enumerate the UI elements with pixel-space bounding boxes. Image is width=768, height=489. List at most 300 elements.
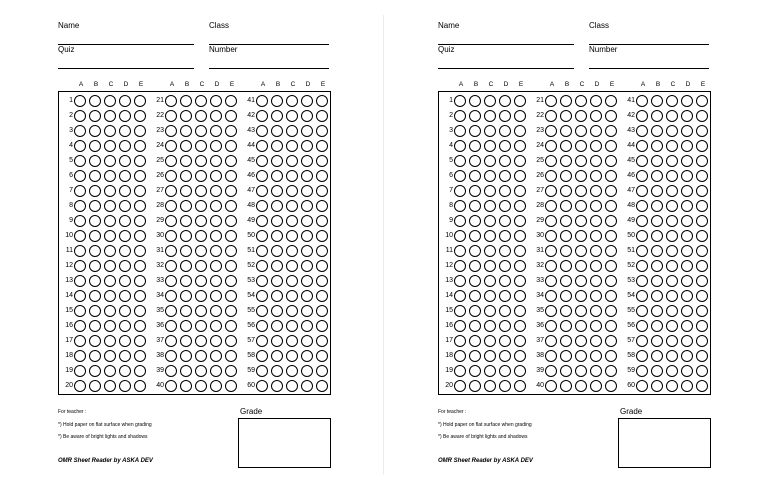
answer-bubble-e[interactable] [605, 350, 617, 362]
answer-bubble-c[interactable] [195, 170, 207, 182]
answer-bubble-b[interactable] [651, 260, 663, 272]
answer-bubble-a[interactable] [256, 305, 268, 317]
answer-bubble-b[interactable] [469, 155, 481, 167]
answer-bubble-a[interactable] [256, 215, 268, 227]
answer-bubble-b[interactable] [651, 350, 663, 362]
answer-bubble-c[interactable] [286, 155, 298, 167]
answer-bubble-e[interactable] [605, 140, 617, 152]
answer-bubble-b[interactable] [180, 335, 192, 347]
answer-bubble-c[interactable] [484, 305, 496, 317]
answer-bubble-e[interactable] [316, 320, 328, 332]
answer-bubble-a[interactable] [165, 275, 177, 287]
answer-bubble-a[interactable] [74, 290, 86, 302]
answer-bubble-a[interactable] [256, 125, 268, 137]
answer-bubble-a[interactable] [256, 245, 268, 257]
answer-bubble-d[interactable] [119, 275, 131, 287]
answer-bubble-b[interactable] [560, 260, 572, 272]
answer-bubble-a[interactable] [545, 305, 557, 317]
answer-bubble-e[interactable] [316, 380, 328, 392]
answer-bubble-b[interactable] [180, 380, 192, 392]
answer-bubble-b[interactable] [180, 125, 192, 137]
answer-bubble-e[interactable] [605, 335, 617, 347]
answer-bubble-e[interactable] [514, 215, 526, 227]
answer-bubble-c[interactable] [104, 170, 116, 182]
answer-bubble-c[interactable] [484, 170, 496, 182]
answer-bubble-a[interactable] [165, 320, 177, 332]
answer-bubble-e[interactable] [514, 95, 526, 107]
answer-bubble-b[interactable] [180, 185, 192, 197]
answer-bubble-c[interactable] [484, 320, 496, 332]
answer-bubble-c[interactable] [286, 245, 298, 257]
answer-bubble-c[interactable] [575, 260, 587, 272]
answer-bubble-b[interactable] [180, 155, 192, 167]
answer-bubble-c[interactable] [575, 140, 587, 152]
answer-bubble-d[interactable] [499, 110, 511, 122]
answer-bubble-d[interactable] [499, 380, 511, 392]
answer-bubble-a[interactable] [454, 170, 466, 182]
answer-bubble-b[interactable] [271, 140, 283, 152]
answer-bubble-e[interactable] [605, 230, 617, 242]
answer-bubble-d[interactable] [590, 350, 602, 362]
answer-bubble-e[interactable] [605, 215, 617, 227]
answer-bubble-e[interactable] [225, 260, 237, 272]
answer-bubble-a[interactable] [165, 305, 177, 317]
answer-bubble-a[interactable] [545, 170, 557, 182]
answer-bubble-b[interactable] [469, 245, 481, 257]
answer-bubble-e[interactable] [316, 95, 328, 107]
answer-bubble-a[interactable] [454, 215, 466, 227]
answer-bubble-d[interactable] [301, 125, 313, 137]
answer-bubble-c[interactable] [666, 305, 678, 317]
answer-bubble-c[interactable] [286, 260, 298, 272]
answer-bubble-d[interactable] [210, 260, 222, 272]
answer-bubble-d[interactable] [590, 215, 602, 227]
answer-bubble-d[interactable] [119, 260, 131, 272]
answer-bubble-a[interactable] [165, 290, 177, 302]
answer-bubble-e[interactable] [696, 290, 708, 302]
answer-bubble-b[interactable] [469, 380, 481, 392]
answer-bubble-c[interactable] [484, 215, 496, 227]
answer-bubble-c[interactable] [104, 230, 116, 242]
answer-bubble-b[interactable] [180, 320, 192, 332]
answer-bubble-d[interactable] [210, 185, 222, 197]
answer-bubble-e[interactable] [134, 155, 146, 167]
answer-bubble-e[interactable] [696, 260, 708, 272]
answer-bubble-a[interactable] [545, 95, 557, 107]
answer-bubble-b[interactable] [651, 185, 663, 197]
answer-bubble-d[interactable] [499, 275, 511, 287]
answer-bubble-a[interactable] [74, 335, 86, 347]
answer-bubble-e[interactable] [225, 365, 237, 377]
answer-bubble-c[interactable] [484, 185, 496, 197]
answer-bubble-b[interactable] [469, 185, 481, 197]
answer-bubble-e[interactable] [514, 290, 526, 302]
answer-bubble-a[interactable] [636, 200, 648, 212]
answer-bubble-a[interactable] [256, 350, 268, 362]
answer-bubble-c[interactable] [286, 230, 298, 242]
answer-bubble-c[interactable] [666, 275, 678, 287]
answer-bubble-a[interactable] [165, 125, 177, 137]
answer-bubble-e[interactable] [225, 155, 237, 167]
answer-bubble-e[interactable] [134, 320, 146, 332]
answer-bubble-d[interactable] [210, 230, 222, 242]
answer-bubble-c[interactable] [575, 215, 587, 227]
answer-bubble-e[interactable] [225, 125, 237, 137]
answer-bubble-e[interactable] [514, 380, 526, 392]
answer-bubble-e[interactable] [514, 230, 526, 242]
answer-bubble-b[interactable] [89, 275, 101, 287]
answer-bubble-d[interactable] [301, 245, 313, 257]
answer-bubble-a[interactable] [165, 245, 177, 257]
answer-bubble-c[interactable] [575, 365, 587, 377]
answer-bubble-d[interactable] [590, 200, 602, 212]
answer-bubble-e[interactable] [514, 335, 526, 347]
answer-bubble-e[interactable] [225, 350, 237, 362]
answer-bubble-b[interactable] [469, 230, 481, 242]
answer-bubble-e[interactable] [134, 170, 146, 182]
answer-bubble-b[interactable] [180, 95, 192, 107]
answer-bubble-b[interactable] [271, 170, 283, 182]
answer-bubble-d[interactable] [301, 230, 313, 242]
answer-bubble-d[interactable] [681, 125, 693, 137]
answer-bubble-e[interactable] [225, 95, 237, 107]
answer-bubble-d[interactable] [681, 275, 693, 287]
answer-bubble-d[interactable] [119, 290, 131, 302]
answer-bubble-e[interactable] [514, 350, 526, 362]
answer-bubble-c[interactable] [104, 110, 116, 122]
answer-bubble-d[interactable] [301, 185, 313, 197]
answer-bubble-a[interactable] [165, 230, 177, 242]
answer-bubble-e[interactable] [696, 95, 708, 107]
answer-bubble-d[interactable] [210, 335, 222, 347]
answer-bubble-e[interactable] [316, 230, 328, 242]
answer-bubble-b[interactable] [271, 95, 283, 107]
answer-bubble-e[interactable] [134, 350, 146, 362]
answer-bubble-d[interactable] [681, 185, 693, 197]
answer-bubble-c[interactable] [484, 275, 496, 287]
answer-bubble-e[interactable] [225, 110, 237, 122]
answer-bubble-c[interactable] [575, 170, 587, 182]
answer-bubble-c[interactable] [575, 200, 587, 212]
answer-bubble-a[interactable] [636, 320, 648, 332]
answer-bubble-d[interactable] [301, 140, 313, 152]
answer-bubble-e[interactable] [605, 110, 617, 122]
answer-bubble-a[interactable] [454, 275, 466, 287]
answer-bubble-a[interactable] [74, 140, 86, 152]
answer-bubble-b[interactable] [651, 155, 663, 167]
answer-bubble-c[interactable] [484, 245, 496, 257]
answer-bubble-b[interactable] [560, 290, 572, 302]
answer-bubble-d[interactable] [301, 260, 313, 272]
answer-bubble-c[interactable] [666, 350, 678, 362]
answer-bubble-a[interactable] [545, 380, 557, 392]
answer-bubble-d[interactable] [499, 125, 511, 137]
number-line[interactable] [209, 68, 329, 69]
answer-bubble-b[interactable] [651, 365, 663, 377]
answer-bubble-c[interactable] [666, 245, 678, 257]
answer-bubble-e[interactable] [316, 260, 328, 272]
answer-bubble-b[interactable] [180, 305, 192, 317]
answer-bubble-e[interactable] [316, 200, 328, 212]
answer-bubble-b[interactable] [651, 245, 663, 257]
answer-bubble-c[interactable] [104, 350, 116, 362]
answer-bubble-d[interactable] [590, 380, 602, 392]
answer-bubble-b[interactable] [651, 170, 663, 182]
answer-bubble-b[interactable] [89, 140, 101, 152]
answer-bubble-c[interactable] [286, 110, 298, 122]
answer-bubble-b[interactable] [89, 245, 101, 257]
answer-bubble-b[interactable] [271, 350, 283, 362]
answer-bubble-c[interactable] [195, 95, 207, 107]
answer-bubble-c[interactable] [666, 155, 678, 167]
answer-bubble-a[interactable] [636, 185, 648, 197]
answer-bubble-b[interactable] [651, 230, 663, 242]
answer-bubble-e[interactable] [605, 95, 617, 107]
answer-bubble-a[interactable] [636, 275, 648, 287]
answer-bubble-d[interactable] [590, 305, 602, 317]
answer-bubble-c[interactable] [104, 155, 116, 167]
answer-bubble-b[interactable] [651, 110, 663, 122]
answer-bubble-c[interactable] [484, 230, 496, 242]
answer-bubble-c[interactable] [286, 170, 298, 182]
answer-bubble-e[interactable] [605, 305, 617, 317]
answer-bubble-b[interactable] [89, 260, 101, 272]
answer-bubble-d[interactable] [681, 335, 693, 347]
answer-bubble-d[interactable] [301, 95, 313, 107]
answer-bubble-d[interactable] [681, 320, 693, 332]
answer-bubble-c[interactable] [666, 125, 678, 137]
answer-bubble-b[interactable] [271, 365, 283, 377]
answer-bubble-a[interactable] [256, 110, 268, 122]
answer-bubble-a[interactable] [74, 320, 86, 332]
answer-bubble-c[interactable] [104, 275, 116, 287]
answer-bubble-b[interactable] [180, 275, 192, 287]
answer-bubble-e[interactable] [696, 275, 708, 287]
answer-bubble-d[interactable] [210, 320, 222, 332]
answer-bubble-c[interactable] [484, 200, 496, 212]
answer-bubble-e[interactable] [134, 380, 146, 392]
answer-bubble-b[interactable] [469, 110, 481, 122]
answer-bubble-a[interactable] [545, 110, 557, 122]
answer-bubble-a[interactable] [165, 110, 177, 122]
answer-bubble-c[interactable] [575, 275, 587, 287]
answer-bubble-c[interactable] [666, 170, 678, 182]
answer-bubble-a[interactable] [545, 200, 557, 212]
answer-bubble-c[interactable] [666, 335, 678, 347]
answer-bubble-c[interactable] [195, 365, 207, 377]
answer-bubble-b[interactable] [469, 290, 481, 302]
answer-bubble-a[interactable] [454, 260, 466, 272]
answer-bubble-d[interactable] [210, 380, 222, 392]
answer-bubble-a[interactable] [636, 245, 648, 257]
answer-bubble-b[interactable] [180, 215, 192, 227]
answer-bubble-a[interactable] [256, 335, 268, 347]
answer-bubble-b[interactable] [469, 305, 481, 317]
answer-bubble-b[interactable] [89, 365, 101, 377]
answer-bubble-b[interactable] [89, 215, 101, 227]
answer-bubble-a[interactable] [454, 155, 466, 167]
answer-bubble-e[interactable] [514, 155, 526, 167]
answer-bubble-b[interactable] [180, 350, 192, 362]
answer-bubble-b[interactable] [89, 230, 101, 242]
quiz-line[interactable] [58, 68, 194, 69]
answer-bubble-e[interactable] [696, 380, 708, 392]
answer-bubble-c[interactable] [286, 305, 298, 317]
answer-bubble-d[interactable] [119, 350, 131, 362]
answer-bubble-e[interactable] [316, 185, 328, 197]
answer-bubble-e[interactable] [225, 335, 237, 347]
answer-bubble-c[interactable] [195, 155, 207, 167]
answer-bubble-d[interactable] [681, 155, 693, 167]
answer-bubble-b[interactable] [271, 305, 283, 317]
answer-bubble-e[interactable] [316, 215, 328, 227]
answer-bubble-a[interactable] [256, 200, 268, 212]
answer-bubble-b[interactable] [469, 170, 481, 182]
answer-bubble-b[interactable] [469, 95, 481, 107]
name-line[interactable] [58, 44, 194, 45]
answer-bubble-d[interactable] [119, 155, 131, 167]
answer-bubble-d[interactable] [210, 245, 222, 257]
answer-bubble-d[interactable] [119, 140, 131, 152]
answer-bubble-a[interactable] [454, 95, 466, 107]
answer-bubble-a[interactable] [545, 125, 557, 137]
answer-bubble-e[interactable] [696, 305, 708, 317]
answer-bubble-a[interactable] [545, 365, 557, 377]
answer-bubble-c[interactable] [104, 245, 116, 257]
answer-bubble-b[interactable] [560, 275, 572, 287]
answer-bubble-e[interactable] [316, 155, 328, 167]
answer-bubble-e[interactable] [696, 110, 708, 122]
answer-bubble-a[interactable] [256, 260, 268, 272]
answer-bubble-c[interactable] [286, 275, 298, 287]
answer-bubble-c[interactable] [195, 140, 207, 152]
answer-bubble-e[interactable] [696, 215, 708, 227]
answer-bubble-a[interactable] [636, 170, 648, 182]
answer-bubble-c[interactable] [195, 350, 207, 362]
answer-bubble-e[interactable] [134, 305, 146, 317]
answer-bubble-c[interactable] [666, 290, 678, 302]
answer-bubble-a[interactable] [454, 350, 466, 362]
answer-bubble-b[interactable] [560, 365, 572, 377]
answer-bubble-a[interactable] [165, 260, 177, 272]
answer-bubble-b[interactable] [651, 215, 663, 227]
answer-bubble-c[interactable] [195, 110, 207, 122]
answer-bubble-a[interactable] [636, 350, 648, 362]
answer-bubble-d[interactable] [301, 215, 313, 227]
answer-bubble-d[interactable] [119, 170, 131, 182]
answer-bubble-a[interactable] [256, 230, 268, 242]
answer-bubble-c[interactable] [575, 335, 587, 347]
answer-bubble-d[interactable] [119, 95, 131, 107]
answer-bubble-d[interactable] [301, 365, 313, 377]
answer-bubble-b[interactable] [560, 305, 572, 317]
answer-bubble-e[interactable] [316, 140, 328, 152]
answer-bubble-b[interactable] [651, 290, 663, 302]
answer-bubble-b[interactable] [271, 320, 283, 332]
answer-bubble-e[interactable] [225, 245, 237, 257]
answer-bubble-d[interactable] [590, 110, 602, 122]
answer-bubble-d[interactable] [681, 140, 693, 152]
answer-bubble-c[interactable] [104, 380, 116, 392]
answer-bubble-c[interactable] [195, 200, 207, 212]
answer-bubble-a[interactable] [545, 260, 557, 272]
number-line[interactable] [589, 68, 709, 69]
answer-bubble-b[interactable] [271, 110, 283, 122]
answer-bubble-a[interactable] [454, 230, 466, 242]
answer-bubble-a[interactable] [165, 140, 177, 152]
answer-bubble-d[interactable] [681, 245, 693, 257]
answer-bubble-a[interactable] [636, 95, 648, 107]
answer-bubble-c[interactable] [286, 185, 298, 197]
answer-bubble-a[interactable] [636, 125, 648, 137]
answer-bubble-d[interactable] [590, 140, 602, 152]
answer-bubble-e[interactable] [316, 335, 328, 347]
answer-bubble-c[interactable] [484, 155, 496, 167]
answer-bubble-e[interactable] [134, 245, 146, 257]
answer-bubble-e[interactable] [225, 140, 237, 152]
answer-bubble-a[interactable] [545, 320, 557, 332]
answer-bubble-c[interactable] [104, 260, 116, 272]
answer-bubble-e[interactable] [225, 320, 237, 332]
answer-bubble-e[interactable] [514, 200, 526, 212]
answer-bubble-d[interactable] [590, 365, 602, 377]
answer-bubble-d[interactable] [499, 140, 511, 152]
answer-bubble-b[interactable] [469, 365, 481, 377]
answer-bubble-b[interactable] [469, 350, 481, 362]
answer-bubble-d[interactable] [499, 320, 511, 332]
answer-bubble-b[interactable] [651, 380, 663, 392]
answer-bubble-c[interactable] [104, 185, 116, 197]
answer-bubble-c[interactable] [286, 215, 298, 227]
answer-bubble-b[interactable] [89, 320, 101, 332]
answer-bubble-d[interactable] [301, 155, 313, 167]
answer-bubble-d[interactable] [499, 185, 511, 197]
answer-bubble-b[interactable] [560, 245, 572, 257]
answer-bubble-b[interactable] [651, 125, 663, 137]
answer-bubble-b[interactable] [271, 275, 283, 287]
answer-bubble-b[interactable] [469, 335, 481, 347]
answer-bubble-a[interactable] [256, 290, 268, 302]
answer-bubble-c[interactable] [575, 305, 587, 317]
answer-bubble-d[interactable] [301, 290, 313, 302]
answer-bubble-d[interactable] [681, 170, 693, 182]
answer-bubble-e[interactable] [514, 110, 526, 122]
answer-bubble-b[interactable] [469, 320, 481, 332]
answer-bubble-e[interactable] [605, 260, 617, 272]
answer-bubble-b[interactable] [180, 245, 192, 257]
answer-bubble-b[interactable] [469, 260, 481, 272]
answer-bubble-b[interactable] [560, 380, 572, 392]
answer-bubble-c[interactable] [575, 290, 587, 302]
answer-bubble-a[interactable] [454, 290, 466, 302]
answer-bubble-c[interactable] [666, 320, 678, 332]
answer-bubble-c[interactable] [104, 365, 116, 377]
answer-bubble-c[interactable] [286, 140, 298, 152]
answer-bubble-a[interactable] [256, 320, 268, 332]
answer-bubble-e[interactable] [514, 260, 526, 272]
answer-bubble-a[interactable] [165, 170, 177, 182]
answer-bubble-d[interactable] [499, 365, 511, 377]
answer-bubble-b[interactable] [651, 140, 663, 152]
answer-bubble-a[interactable] [256, 170, 268, 182]
answer-bubble-d[interactable] [681, 200, 693, 212]
answer-bubble-e[interactable] [134, 200, 146, 212]
answer-bubble-c[interactable] [195, 305, 207, 317]
answer-bubble-d[interactable] [119, 215, 131, 227]
answer-bubble-e[interactable] [514, 305, 526, 317]
answer-bubble-b[interactable] [651, 305, 663, 317]
answer-bubble-d[interactable] [301, 200, 313, 212]
